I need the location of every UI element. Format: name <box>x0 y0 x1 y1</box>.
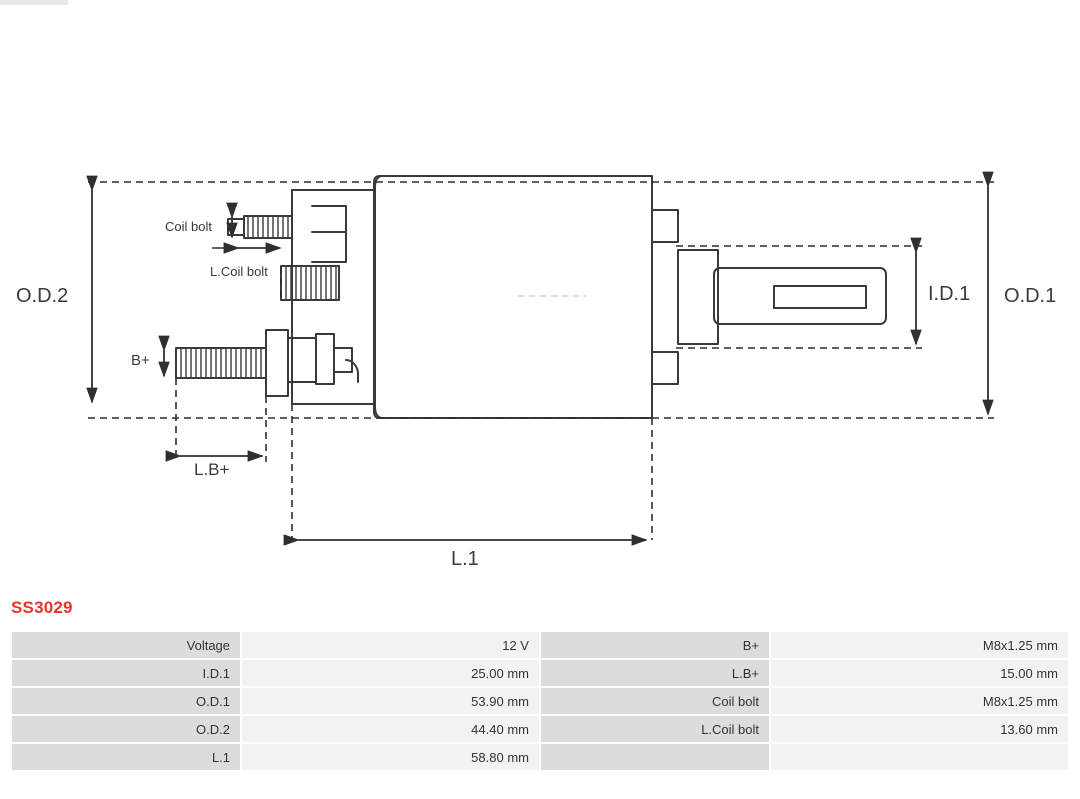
spec-key: Coil bolt <box>541 688 769 714</box>
table-row <box>12 744 1068 770</box>
spec-key: Voltage <box>12 632 240 658</box>
right-tab-lower <box>652 352 678 384</box>
body-left-curve <box>375 176 381 418</box>
label-od2: O.D.2 <box>16 285 69 307</box>
spec-key-empty <box>541 744 769 770</box>
spec-value-empty <box>771 744 1068 770</box>
spec-value: 58.80 mm <box>242 744 539 770</box>
spec-key: O.D.2 <box>12 716 240 742</box>
b-plus-flange <box>316 334 334 384</box>
label-b-plus: B+ <box>131 352 150 369</box>
coil-bolt-head <box>228 219 244 235</box>
spec-key: L.1 <box>12 744 240 770</box>
spec-value: 12 V <box>242 632 539 658</box>
specifications-table <box>10 630 1070 772</box>
spec-value: 44.40 mm <box>242 716 539 742</box>
spec-value: 15.00 mm <box>771 660 1068 686</box>
spec-key: I.D.1 <box>12 660 240 686</box>
product-code: SS3029 <box>11 598 73 617</box>
label-coil-bolt: Coil bolt <box>165 219 212 234</box>
table-row <box>12 632 1068 658</box>
label-l-b-plus: L.B+ <box>194 460 230 479</box>
label-od1: O.D.1 <box>1004 285 1057 307</box>
spec-key: O.D.1 <box>12 688 240 714</box>
rear-internal-detail-2 <box>330 232 346 262</box>
table-row <box>12 716 1068 742</box>
spec-key: L.Coil bolt <box>541 716 769 742</box>
plunger-collar <box>678 250 718 344</box>
label-l-coil-bolt: L.Coil bolt <box>210 264 268 279</box>
coil-bolt-collar-hatch <box>286 266 336 300</box>
spec-value: M8x1.25 mm <box>771 632 1068 658</box>
b-plus-thread-hatch <box>181 348 261 378</box>
table-row <box>12 688 1068 714</box>
right-tab-upper <box>652 210 678 242</box>
solenoid-main-body <box>374 176 652 418</box>
specifications-table-body <box>12 632 1068 770</box>
spec-value: M8x1.25 mm <box>771 688 1068 714</box>
table-row <box>12 660 1068 686</box>
label-l1: L.1 <box>451 548 479 570</box>
coil-bolt-thread-hatch <box>248 216 288 238</box>
label-id1: I.D.1 <box>928 283 971 305</box>
spec-key: L.B+ <box>541 660 769 686</box>
spec-value: 53.90 mm <box>242 688 539 714</box>
rear-internal-detail-1 <box>312 206 346 232</box>
plunger-slot <box>774 286 866 308</box>
b-plus-nut <box>266 330 288 396</box>
extension-lines <box>88 182 994 540</box>
spec-key: B+ <box>541 632 769 658</box>
spec-value: 13.60 mm <box>771 716 1068 742</box>
spec-value: 25.00 mm <box>242 660 539 686</box>
plunger-rod <box>714 268 886 324</box>
